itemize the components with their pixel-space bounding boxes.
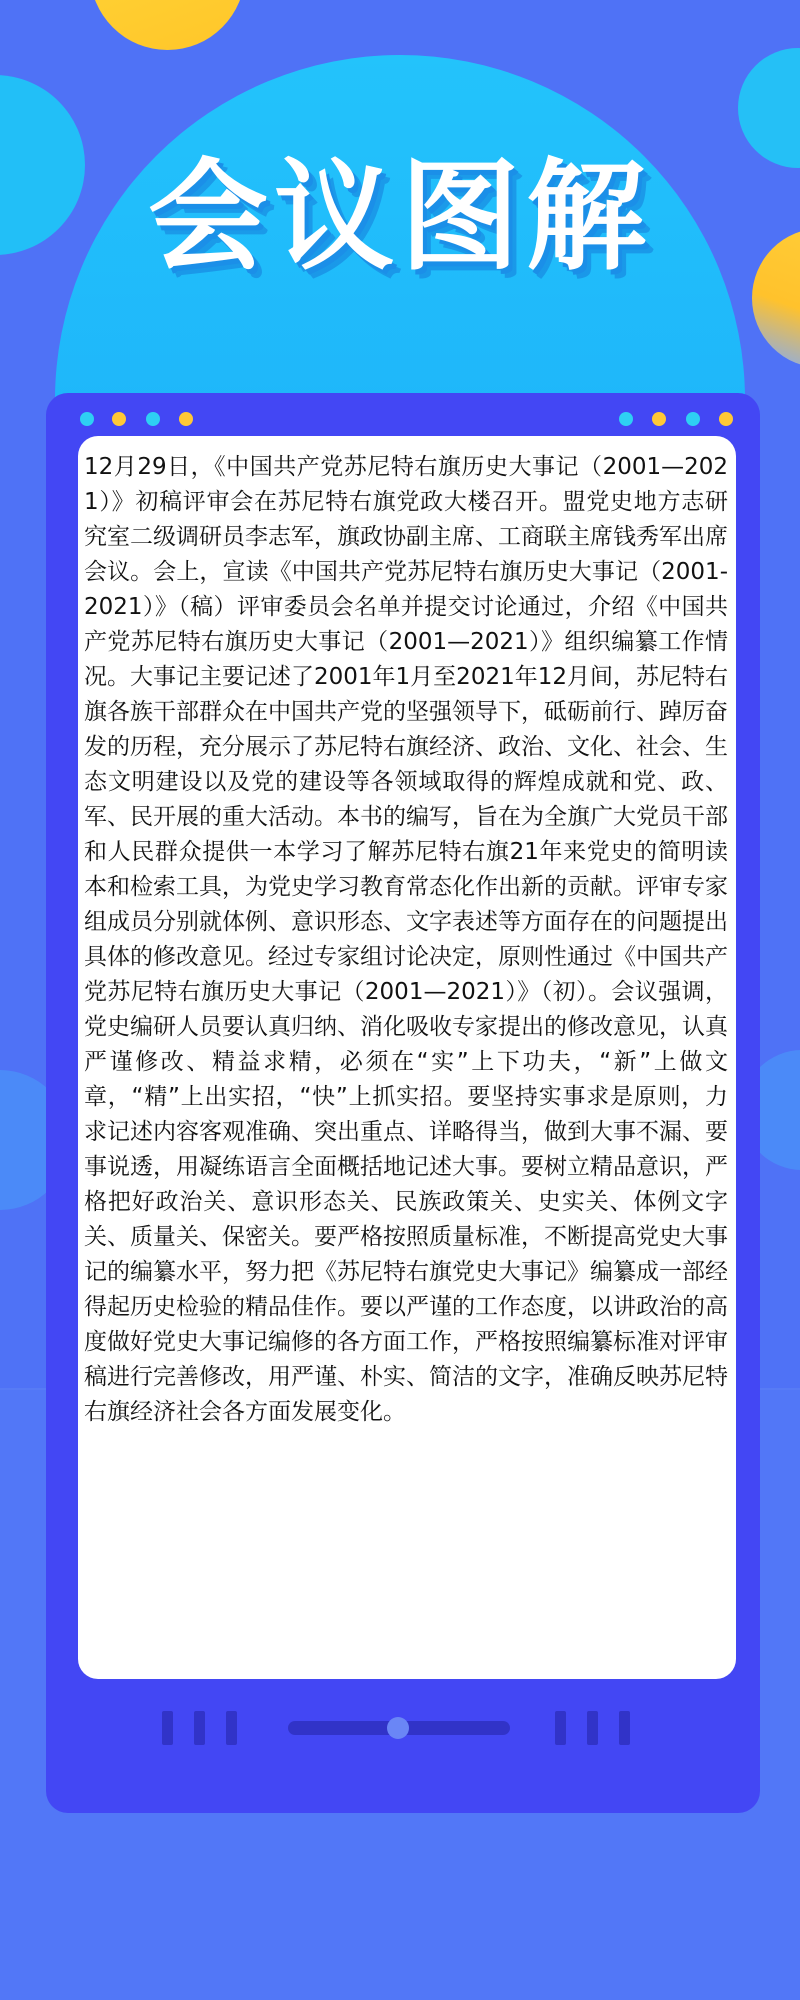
dot-icon — [719, 412, 733, 426]
bar-icon — [555, 1711, 566, 1745]
dot-icon — [80, 412, 94, 426]
dot-icon — [146, 412, 160, 426]
dot-icon — [652, 412, 666, 426]
dot-icon — [112, 412, 126, 426]
dot-icon — [179, 412, 193, 426]
bar-icon — [194, 1711, 205, 1745]
dot-icon — [619, 412, 633, 426]
bar-icon — [619, 1711, 630, 1745]
article-body: 12月29日，《中国共产党苏尼特右旗历史大事记（2001—2021）》初稿评审会在苏尼特右旗党政大楼召开。盟党史地方志研究室二级调研员李志军，旗政协副主席、工商联主席钱秀军出席会议。会上，宣读《中国共产党苏尼特右旗历史大事记（2001-2021）》（稿）评审委员会名单并提交讨论通过，介绍《中国共产党苏尼特右旗历史大事记（2001—2021）》组织编纂工作情况。大事记主要记述了2001年1月至2021年12月间，苏尼特右旗各族干部群众在中国共产党的坚强领导下，砥砺前行、踔厉奋发的历程，充分展示了苏尼特右旗经济、政治、文化、社会、生态文明建设以及党的建设等各领域取得的辉煌成就和党、政、军、民开展的重大活动。本书的编写，旨在为全旗广大党员干部和人民群众提供一本学习了解苏尼特右旗21年来党史的简明读本和检索工具，为党史学习教育常态化作出新的贡献。评审专家组成员分别就体例、意识形态、文字表述等方面存在的问题提出具体的修改意见。经过专家组讨论决定，原则性通过《中国共产党苏尼特右旗历史大事记（2001—2021）》（初）。会议强调，党史编研人员要认真归纳、消化吸收专家提出的修改意见，认真严谨修改、精益求精，必须在“实”上下功夫，“新”上做文章，“精”上出实招，“快”上抓实招。要坚持实事求是原则，力求记述内容客观准确、突出重点、详略得当，做到大事不漏、要事说透，用凝练语言全面概括地记述大事。要树立精品意识，严格把好政治关、意识形态关、民族政策关、史实关、体例文字关、质量关、保密关。要严格按照质量标准，不断提高党史大事记的编纂水平，努力把《苏尼特右旗党史大事记》编纂成一部经得起历史检验的精品佳作。要以严谨的工作态度，以讲政治的高度做好党史大事记编修的各方面工作，严格按照编纂标准对评审稿进行完善修改，用严谨、朴实、简洁的文字，准确反映苏尼特右旗经济社会各方面发展变化。 — [84, 454, 728, 1425]
bar-icon — [162, 1711, 173, 1745]
bar-icon — [226, 1711, 237, 1745]
slider-icon — [387, 1717, 409, 1739]
dot-icon — [686, 412, 700, 426]
decor-circle-cyan-right — [738, 48, 800, 168]
page-title: 会议图解 — [148, 148, 652, 287]
bar-icon — [587, 1711, 598, 1745]
decor-circle-yellow-top — [90, 0, 245, 50]
